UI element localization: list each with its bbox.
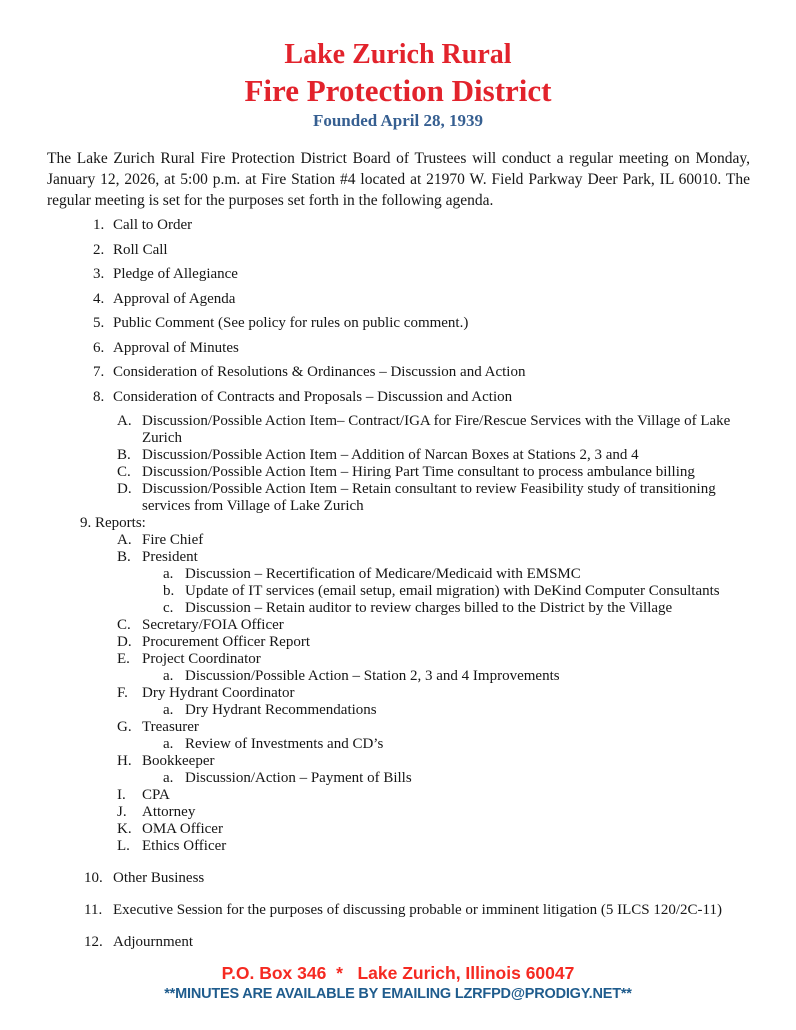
agenda-item-marker: F. (117, 685, 128, 701)
agenda-item (0, 549, 754, 566)
agenda-item (0, 217, 754, 234)
agenda-item (0, 804, 754, 821)
agenda-item-text: Roll Call (113, 241, 168, 258)
agenda-item-text: Dry Hydrant Coordinator (142, 685, 295, 701)
agenda-item-text: Procurement Officer Report (142, 634, 310, 650)
agenda-item-marker: B. (117, 549, 131, 565)
agenda-item-marker: K. (117, 821, 132, 837)
agenda-item-text: OMA Officer (142, 821, 223, 837)
agenda-item-marker: D. (117, 481, 132, 497)
agenda-item (0, 770, 754, 787)
agenda-item-text: Bookkeeper (142, 753, 215, 769)
agenda-item-text: Executive Session for the purposes of discussing probable or imminent litigation (5 ILCS 120/2C-11) (113, 902, 722, 918)
agenda-item-text: Attorney (142, 804, 196, 820)
agenda-item-text: Pledge of Allegiance (113, 266, 238, 282)
agenda-item (0, 821, 754, 838)
agenda-item (0, 753, 754, 770)
agenda-item (0, 838, 754, 855)
agenda-item (0, 389, 754, 406)
agenda-item-text: Approval of Agenda (113, 290, 236, 307)
agenda-item (0, 719, 754, 736)
agenda-item (0, 532, 754, 549)
agenda-item-text: Dry Hydrant Recommendations (185, 702, 377, 718)
agenda-item-text: Review of Investments and CD’s (185, 736, 384, 752)
agenda-item-text: Fire Chief (142, 532, 204, 548)
agenda-item-marker: A. (117, 532, 132, 548)
agenda-item (0, 787, 754, 804)
agenda-item-marker: B. (117, 447, 131, 463)
document-header (0, 0, 796, 131)
agenda-item-marker: 7. (93, 364, 105, 380)
agenda-item-marker: 4. (93, 290, 105, 307)
agenda-list (0, 217, 754, 951)
agenda-item-text: Discussion/Possible Action Item – Hiring Part Time consultant to process ambulance billing (142, 464, 695, 480)
agenda-item (0, 617, 754, 634)
agenda-item-text: Update of IT services (email setup, email migration) with DeKind Computer Consultants (185, 583, 720, 599)
agenda-item (0, 902, 754, 919)
agenda-item (0, 515, 754, 532)
agenda-item-text: Call to Order (113, 217, 193, 233)
agenda-item (0, 651, 754, 668)
footer-address-line: P.O. Box 346 * Lake Zurich, Illinois 60047 (221, 963, 575, 983)
agenda-item-text: Consideration of Resolutions & Ordinances – Discussion and Action (113, 364, 526, 380)
agenda-item-marker: a. (163, 668, 174, 684)
agenda-item-text: CPA (142, 787, 170, 803)
org-title-line1: Lake Zurich Rural (284, 39, 512, 70)
agenda-item-text: Discussion/Possible Action Item – Retain consultant to review Feasibility study of transitioning services from Village of Lake Zurich (142, 481, 716, 514)
agenda-item-marker: D. (117, 634, 132, 650)
founded-subtitle: Founded April 28, 1939 (312, 111, 484, 130)
agenda-item-text: Discussion/Possible Action Item – Addition of Narcan Boxes at Stations 2, 3 and 4 (142, 447, 639, 463)
agenda-item-text: Adjournment (113, 934, 193, 950)
agenda-item-marker: a. (163, 770, 174, 786)
agenda-item-marker: 2. (93, 241, 105, 258)
agenda-item-marker: I. (117, 787, 126, 803)
agenda-item-marker: J. (117, 804, 127, 820)
agenda-item (0, 413, 754, 447)
agenda-item-marker: a. (163, 566, 174, 582)
agenda-item (0, 315, 754, 332)
agenda-item (0, 447, 754, 464)
agenda-item-marker: 11. (84, 902, 103, 918)
agenda-item (0, 702, 754, 719)
agenda-item-marker: E. (117, 651, 130, 667)
agenda-item (0, 566, 754, 583)
agenda-item (0, 583, 754, 600)
agenda-item-marker: 10. (84, 870, 103, 886)
agenda-item-marker: C. (117, 464, 131, 480)
agenda-item-text: Secretary/FOIA Officer (142, 617, 284, 633)
agenda-item-marker: 3. (93, 266, 105, 282)
agenda-item-marker: L. (117, 838, 130, 854)
agenda-item-text: Discussion/Possible Action Item– Contract/IGA for Fire/Rescue Services with the Village of Lake Zurich (142, 413, 731, 446)
agenda-item-marker: 5. (93, 315, 105, 331)
agenda-item-marker: 1. (93, 217, 105, 233)
agenda-item-text: Discussion/Possible Action – Station 2, 3 and 4 Improvements (185, 668, 560, 684)
agenda-item-text: President (142, 549, 198, 565)
agenda-item-text: Project Coordinator (142, 651, 261, 667)
agenda-item (0, 266, 754, 283)
agenda-item-marker: 12. (84, 934, 103, 950)
agenda-item-text: Public Comment (See policy for rules on public comment.) (113, 315, 469, 331)
footer-minutes-line: **MINUTES ARE AVAILABLE BY EMAILING LZRFPD@PRODIGY.NET** (164, 986, 632, 1002)
agenda-item (0, 340, 754, 357)
agenda-item (0, 364, 754, 381)
agenda-item (0, 242, 754, 259)
agenda-item-text: Other Business (113, 870, 205, 886)
agenda-item (0, 481, 754, 515)
agenda-item-text: Approval of Minutes (113, 339, 239, 356)
org-title-line2: Fire Protection District (244, 73, 552, 108)
agenda-item-marker: a. (163, 736, 174, 752)
agenda-item-marker: 8. (93, 388, 105, 405)
agenda-item-marker: 6. (93, 339, 105, 356)
agenda-item-text: Discussion/Action – Payment of Bills (185, 770, 412, 786)
agenda-item-text: Ethics Officer (142, 838, 227, 854)
meeting-intro-paragraph: The Lake Zurich Rural Fire Protection District Board of Trustees will conduct a regular meeting on Monday, January 12, 2026, at 5:00 p.m. at Fire Station #4 located at 21970 W. Field Parkway Deer Park, IL 60010. The regular meeting is set for the purposes set forth in the following agenda. (47, 150, 750, 209)
agenda-item (0, 870, 754, 887)
agenda-item (0, 685, 754, 702)
agenda-item (0, 634, 754, 651)
agenda-item (0, 668, 754, 685)
agenda-item (0, 291, 754, 308)
agenda-item-marker: H. (117, 753, 132, 769)
agenda-item (0, 600, 754, 617)
agenda-item (0, 934, 754, 951)
agenda-item-marker: C. (117, 617, 131, 633)
agenda-item (0, 464, 754, 481)
agenda-item-text: Discussion – Recertification of Medicare/Medicaid with EMSMC (185, 566, 581, 582)
agenda-item-marker: 9. (80, 515, 92, 531)
agenda-item-text: Discussion – Retain auditor to review charges billed to the District by the Village (185, 600, 673, 616)
agenda-item-marker: A. (117, 413, 132, 429)
agenda-item-text: Treasurer (142, 719, 199, 735)
agenda-item-marker: G. (117, 719, 132, 735)
agenda-item-marker: a. (163, 702, 174, 718)
agenda-item-text: Reports: (95, 515, 146, 531)
agenda-item-text: Consideration of Contracts and Proposals – Discussion and Action (113, 388, 513, 405)
agenda-item-marker: c. (163, 600, 174, 616)
agenda-item (0, 736, 754, 753)
agenda-item-marker: b. (163, 583, 175, 599)
document-footer (0, 962, 796, 1004)
